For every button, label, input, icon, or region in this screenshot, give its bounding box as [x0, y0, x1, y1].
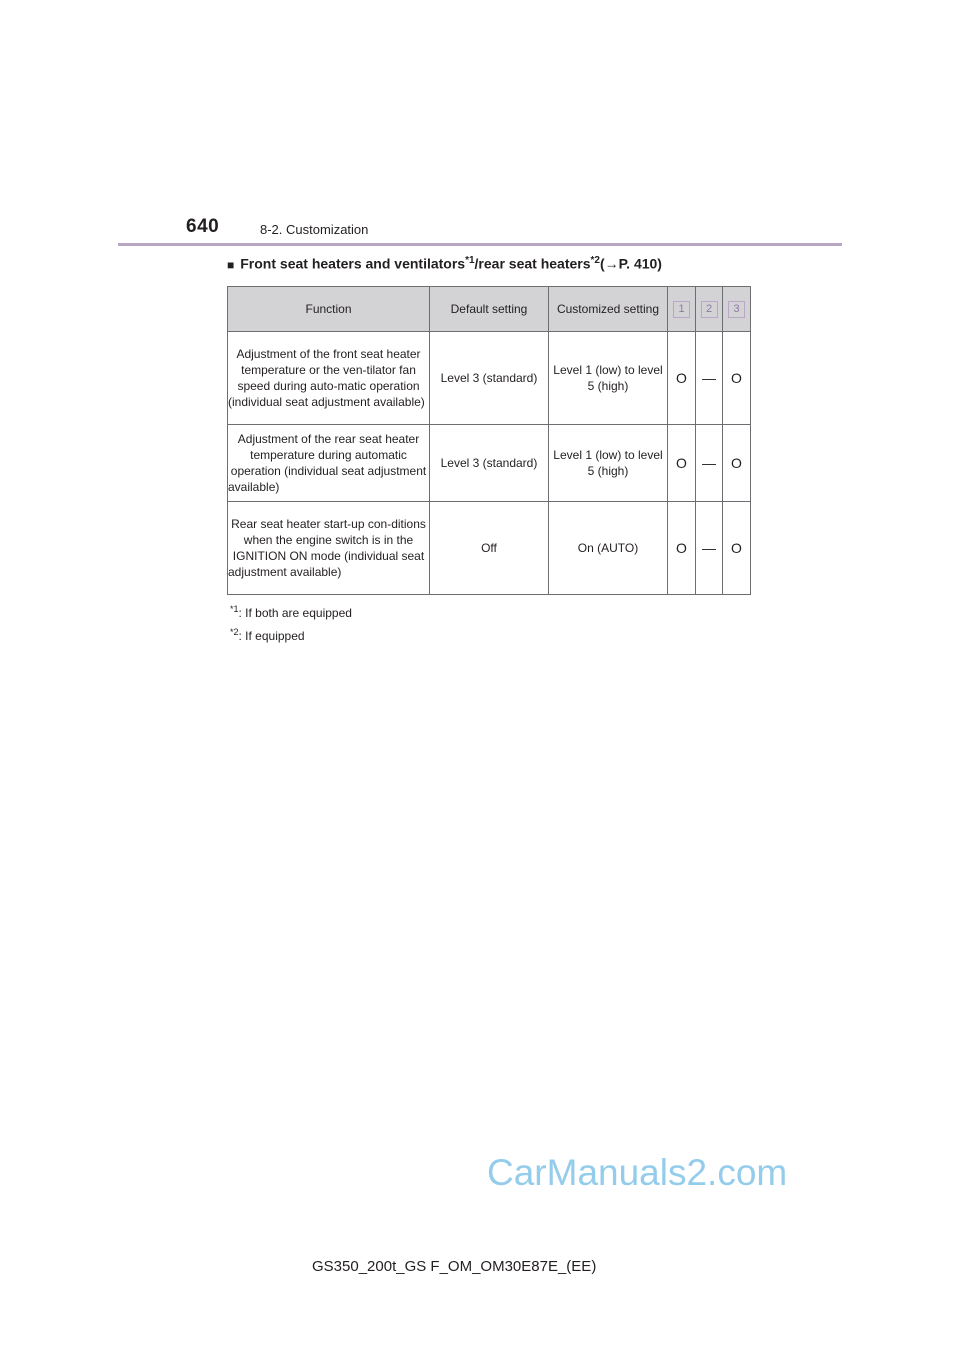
footnote-text: : If both are equipped [238, 606, 352, 620]
function-cell: Adjustment of the front seat heater temperature or the ven-tilator fan speed during auto-matic operation (individual seat adjustment available) [228, 332, 430, 425]
method-2-mark: — [696, 502, 723, 595]
footnote-2 [230, 627, 352, 643]
footnote-ref-2: *2 [590, 255, 600, 266]
number-1-icon: 1 [673, 301, 690, 318]
method-3-mark: O [723, 332, 751, 425]
table-row [228, 332, 751, 425]
header-default-setting: Default setting [430, 287, 549, 332]
method-2-mark: — [696, 332, 723, 425]
default-cell: Level 3 (standard) [430, 425, 549, 502]
method-2-mark: — [696, 425, 723, 502]
page-reference-link[interactable]: (→P. 410) [599, 255, 662, 272]
footnote-text: : If equipped [238, 629, 305, 643]
number-3-icon: 3 [728, 301, 745, 318]
method-1-mark: O [668, 425, 696, 502]
function-cell: Adjustment of the rear seat heater temperature during automatic operation (individual seat adjustment available) [228, 425, 430, 502]
footnote-mark: *1 [230, 604, 239, 614]
function-cell: Rear seat heater start-up con-ditions when the engine switch is in the IGNITION ON mode (individual seat adjustment available) [228, 502, 430, 595]
number-2-icon: 2 [701, 301, 718, 318]
method-3-mark: O [723, 502, 751, 595]
document-code: GS350_200t_GS F_OM_OM30E87E_(EE) [312, 1258, 597, 1275]
table-header-row [228, 287, 751, 332]
method-1-mark: O [668, 332, 696, 425]
table-row [228, 502, 751, 595]
default-cell: Off [430, 502, 549, 595]
section-title: 8-2. Customization [260, 222, 369, 237]
subheading [227, 255, 662, 272]
subheading-text-b: /rear seat heaters [474, 255, 591, 272]
customized-cell: Level 1 (low) to level 5 (high) [549, 425, 668, 502]
page-number: 640 [186, 216, 220, 237]
footnotes [230, 604, 352, 650]
header-customized-setting: Customized setting [549, 287, 668, 332]
square-bullet-icon: ■ [227, 257, 235, 272]
method-1-mark: O [668, 502, 696, 595]
table-row [228, 425, 751, 502]
subheading-text-a: Front seat heaters and ventilators [240, 255, 466, 272]
header-method-1 [668, 287, 696, 332]
header-method-3 [723, 287, 751, 332]
footnote-1 [230, 604, 352, 620]
default-cell: Level 3 (standard) [430, 332, 549, 425]
method-3-mark: O [723, 425, 751, 502]
footnote-mark: *2 [230, 627, 239, 637]
customized-cell: On (AUTO) [549, 502, 668, 595]
customized-cell: Level 1 (low) to level 5 (high) [549, 332, 668, 425]
footnote-ref-1: *1 [465, 255, 475, 266]
header-divider [118, 243, 842, 246]
watermark-logo[interactable]: CarManuals2.com [487, 1152, 788, 1193]
header-function: Function [228, 287, 430, 332]
customization-table [227, 286, 751, 595]
header-method-2 [696, 287, 723, 332]
